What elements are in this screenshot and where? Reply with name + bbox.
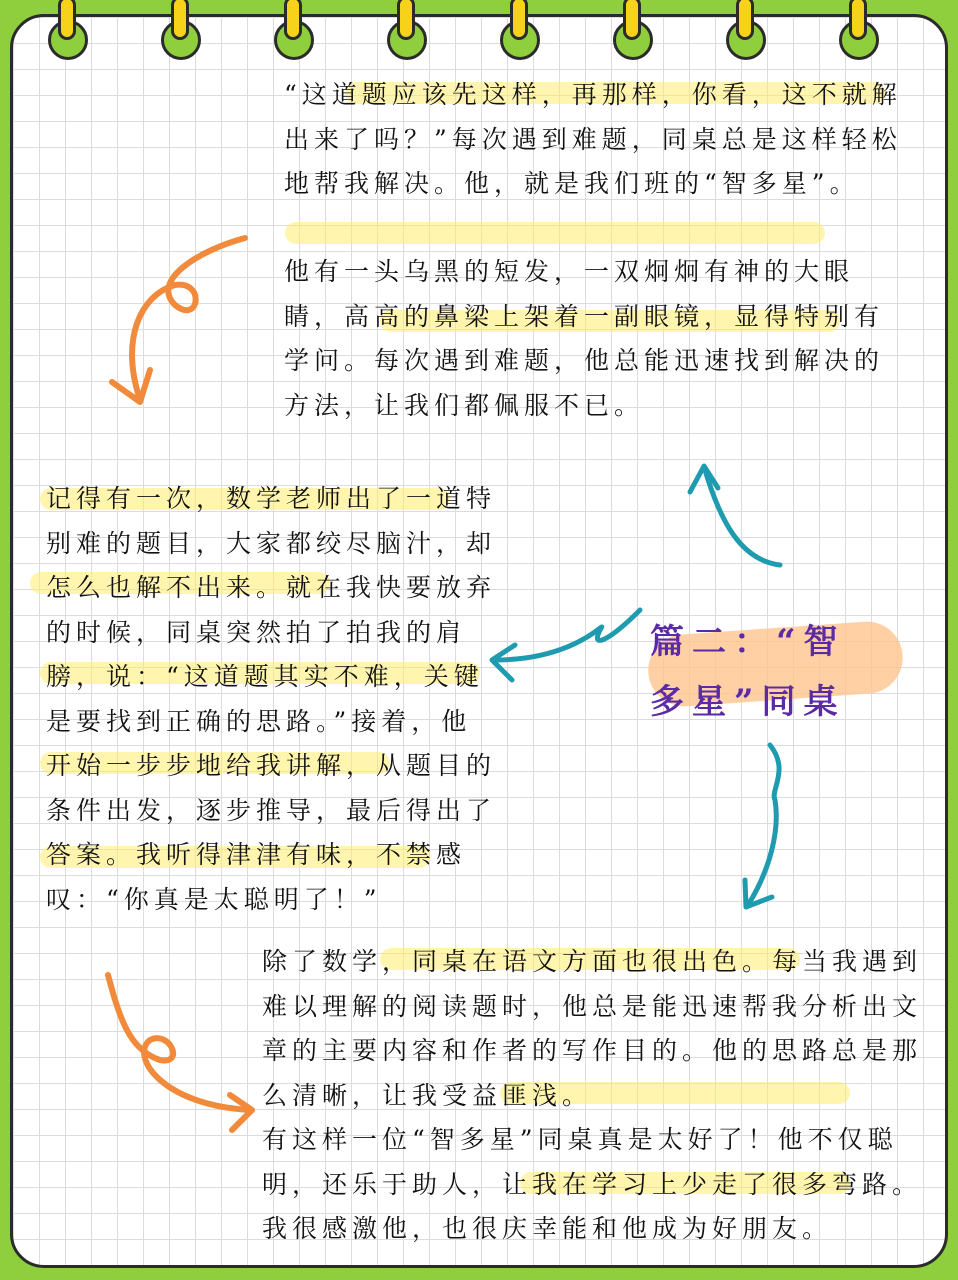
paragraph-opening: “这道题应该先这样，再那样，你看，这不就解出来了吗？”每次遇到难题，同桌总是这样轻松地帮我解决。他，就是我们班的“智多星”。 bbox=[284, 80, 902, 198]
binding-ring bbox=[283, 0, 309, 54]
paragraph-conclusion: 有这样一位“智多星”同桌真是太好了！他不仅聪明，还乐于助人，让我在学习上少走了很多弯路。我很感激他，也很庆幸能和他成为好朋友。 bbox=[262, 1125, 923, 1243]
orange-arrow-bottom-left bbox=[108, 975, 250, 1110]
paragraph-chinese-class: 除了数学，同桌在语文方面也很出色。每当我遇到难以理解的阅读题时，他总是能迅速帮我分析出文章的主要内容和作者的写作目的。他的思路总是那么清晰，让我受益匪浅。 bbox=[262, 947, 923, 1110]
binding-ring bbox=[396, 0, 422, 54]
binding-ring bbox=[170, 0, 196, 54]
teal-arrow-left bbox=[495, 610, 640, 660]
binding-ring bbox=[735, 0, 761, 54]
binding-ring bbox=[848, 0, 874, 54]
binding-ring bbox=[622, 0, 648, 54]
teal-arrow-down bbox=[748, 745, 779, 905]
orange-arrow-bottom-left-head bbox=[230, 1095, 252, 1130]
teal-arrow-up-head bbox=[690, 466, 718, 492]
binding-ring bbox=[57, 0, 83, 54]
paragraph-math-story: 记得有一次，数学老师出了一道特别难的题目，大家都绞尽脑汁，却怎么也解不出来。就在我快要放弃的时候，同桌突然拍了拍我的肩膀，说：“这道题其实不难，关键是要找到正确的思路。”接着，他开始一步步地给我讲解，从题目的条件出发，逐步推导，最后得出了答案。我听得津津有味，不禁感叹：“你真是太聪明了！” bbox=[46, 484, 497, 914]
paragraph-appearance: 他有一头乌黑的短发，一双炯炯有神的大眼睛，高高的鼻梁上架着一副眼镜，显得特别有学问。每次遇到难题，他总能迅速找到解决的方法，让我们都佩服不已。 bbox=[284, 257, 885, 420]
page-title: 篇二：“智多星”同桌 bbox=[650, 622, 846, 722]
binding-ring bbox=[509, 0, 535, 54]
